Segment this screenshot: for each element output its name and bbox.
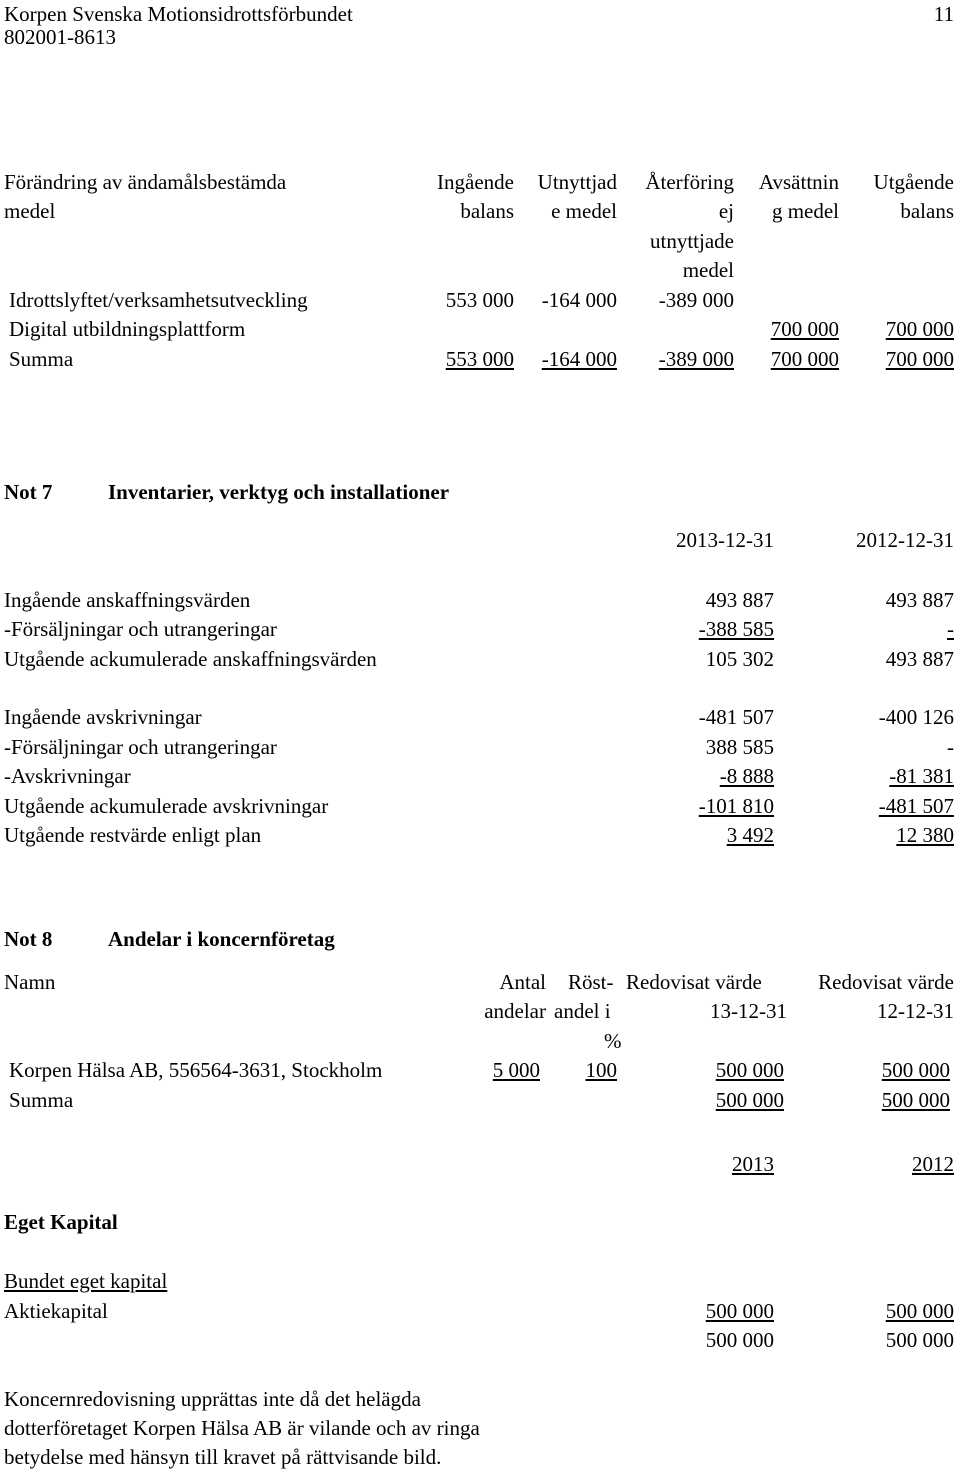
- table-row-label: Idrottslyftet/verksamhetsutveckling: [9, 288, 308, 312]
- note-number: Not 7: [4, 480, 53, 504]
- col-header-ingaende: balans: [460, 199, 514, 223]
- table-cell: -400 126: [878, 705, 954, 729]
- table-cell: 3 492: [726, 823, 774, 847]
- col-header-redovisat-2: 12-12-31: [877, 999, 954, 1023]
- table-cell: 5 000: [492, 1058, 540, 1082]
- footnote-line: dotterföretaget Korpen Hälsa AB är vilande och av ringa: [4, 1416, 480, 1440]
- col-header-utnyttjad: e medel: [551, 199, 617, 223]
- table-cell: 500 000: [885, 1299, 954, 1323]
- table-row-label: Summa: [9, 347, 74, 371]
- col-header-aterforing: utnyttjade: [650, 229, 734, 253]
- table-cell: 493 887: [705, 588, 774, 612]
- col-header-ingaende: Ingående: [437, 170, 514, 194]
- table-cell: 12 380: [896, 823, 954, 847]
- earmarked-title: Förändring av ändamålsbestämda: [4, 170, 287, 194]
- page-number: 11: [933, 2, 954, 26]
- table-row-label: Digital utbildningsplattform: [9, 317, 246, 341]
- table-cell: 500 000: [715, 1058, 784, 1082]
- table-row-label: -Försäljningar och utrangeringar: [4, 735, 277, 759]
- table-cell: 500 000: [881, 1088, 950, 1112]
- col-header-avsattning: Avsättnin: [758, 170, 839, 194]
- table-cell: -8 888: [719, 764, 774, 788]
- table-cell: 500 000: [705, 1328, 774, 1352]
- col-header-rost: %: [604, 1029, 622, 1053]
- col-header-antal: andelar: [484, 999, 546, 1023]
- table-row-label: Utgående restvärde enligt plan: [4, 823, 262, 847]
- table-cell: 700 000: [885, 347, 954, 371]
- table-cell: 500 000: [705, 1299, 774, 1323]
- col-header-aterforing: Återföring: [645, 170, 734, 194]
- table-cell: 500 000: [881, 1058, 950, 1082]
- table-cell: -101 810: [698, 794, 774, 818]
- table-row-label: Aktiekapital: [4, 1299, 108, 1323]
- col-header-year: 2013: [732, 1152, 774, 1176]
- earmarked-title-cont: medel: [4, 199, 56, 223]
- section-title: Eget Kapital: [4, 1210, 118, 1234]
- col-header-date: 2013-12-31: [676, 528, 774, 552]
- col-header-name: Namn: [4, 970, 56, 994]
- col-header-aterforing: medel: [682, 258, 734, 282]
- table-row-label: -Avskrivningar: [4, 764, 131, 788]
- col-header-redovisat-1: 13-12-31: [710, 999, 787, 1023]
- table-cell: 553 000: [445, 347, 514, 371]
- table-cell: -: [947, 735, 954, 759]
- organization-name: Korpen Svenska Motionsidrottsförbundet: [4, 2, 353, 26]
- table-cell: 500 000: [715, 1088, 784, 1112]
- section-subtitle: Bundet eget kapital: [4, 1269, 168, 1293]
- table-row-label: Ingående avskrivningar: [4, 705, 202, 729]
- col-header-utgaende: balans: [900, 199, 954, 223]
- footnote-line: Koncernredovisning upprättas inte då det helägda: [4, 1387, 421, 1411]
- table-row-label: -Försäljningar och utrangeringar: [4, 617, 277, 641]
- table-cell: -481 507: [698, 705, 774, 729]
- table-cell: -: [947, 617, 954, 641]
- col-header-aterforing: ej: [718, 199, 734, 223]
- note-title: Inventarier, verktyg och installationer: [108, 480, 450, 504]
- col-header-rost: andel i: [554, 999, 611, 1023]
- table-row-label: Utgående ackumulerade avskrivningar: [4, 794, 329, 818]
- organization-number: 802001-8613: [4, 25, 116, 49]
- table-cell: 700 000: [770, 347, 839, 371]
- col-header-year: 2012: [912, 1152, 954, 1176]
- col-header-avsattning: g medel: [771, 199, 839, 223]
- table-cell: -164 000: [541, 288, 617, 312]
- table-cell: -389 000: [658, 288, 734, 312]
- col-header-redovisat-1: Redovisat värde: [626, 970, 762, 994]
- table-cell: -388 585: [698, 617, 774, 641]
- table-cell: 493 887: [885, 647, 954, 671]
- table-cell: 105 302: [705, 647, 774, 671]
- col-header-antal: Antal: [499, 970, 546, 994]
- table-cell: 493 887: [885, 588, 954, 612]
- table-cell: 553 000: [445, 288, 514, 312]
- note-title: Andelar i koncernföretag: [108, 927, 335, 951]
- footnote-line: betydelse med hänsyn till kravet på rättvisande bild.: [4, 1445, 442, 1469]
- table-row-label: Utgående ackumulerade anskaffningsvärden: [4, 647, 377, 671]
- table-cell: 700 000: [770, 317, 839, 341]
- col-header-utgaende: Utgående: [873, 170, 954, 194]
- table-cell: 500 000: [885, 1328, 954, 1352]
- table-cell: -389 000: [658, 347, 734, 371]
- company-name: Korpen Hälsa AB, 556564-3631, Stockholm: [9, 1058, 383, 1082]
- table-row-label: Summa: [9, 1088, 74, 1112]
- col-header-redovisat-2: Redovisat värde: [818, 970, 954, 994]
- table-cell: -164 000: [541, 347, 617, 371]
- table-cell: -481 507: [878, 794, 954, 818]
- col-header-utnyttjad: Utnyttjad: [537, 170, 617, 194]
- table-row-label: Ingående anskaffningsvärden: [4, 588, 251, 612]
- col-header-rost: Röst-: [568, 970, 614, 994]
- col-header-date: 2012-12-31: [856, 528, 954, 552]
- table-cell: 388 585: [705, 735, 774, 759]
- note-number: Not 8: [4, 927, 53, 951]
- table-cell: 100: [585, 1058, 617, 1082]
- table-cell: 700 000: [885, 317, 954, 341]
- table-cell: -81 381: [889, 764, 954, 788]
